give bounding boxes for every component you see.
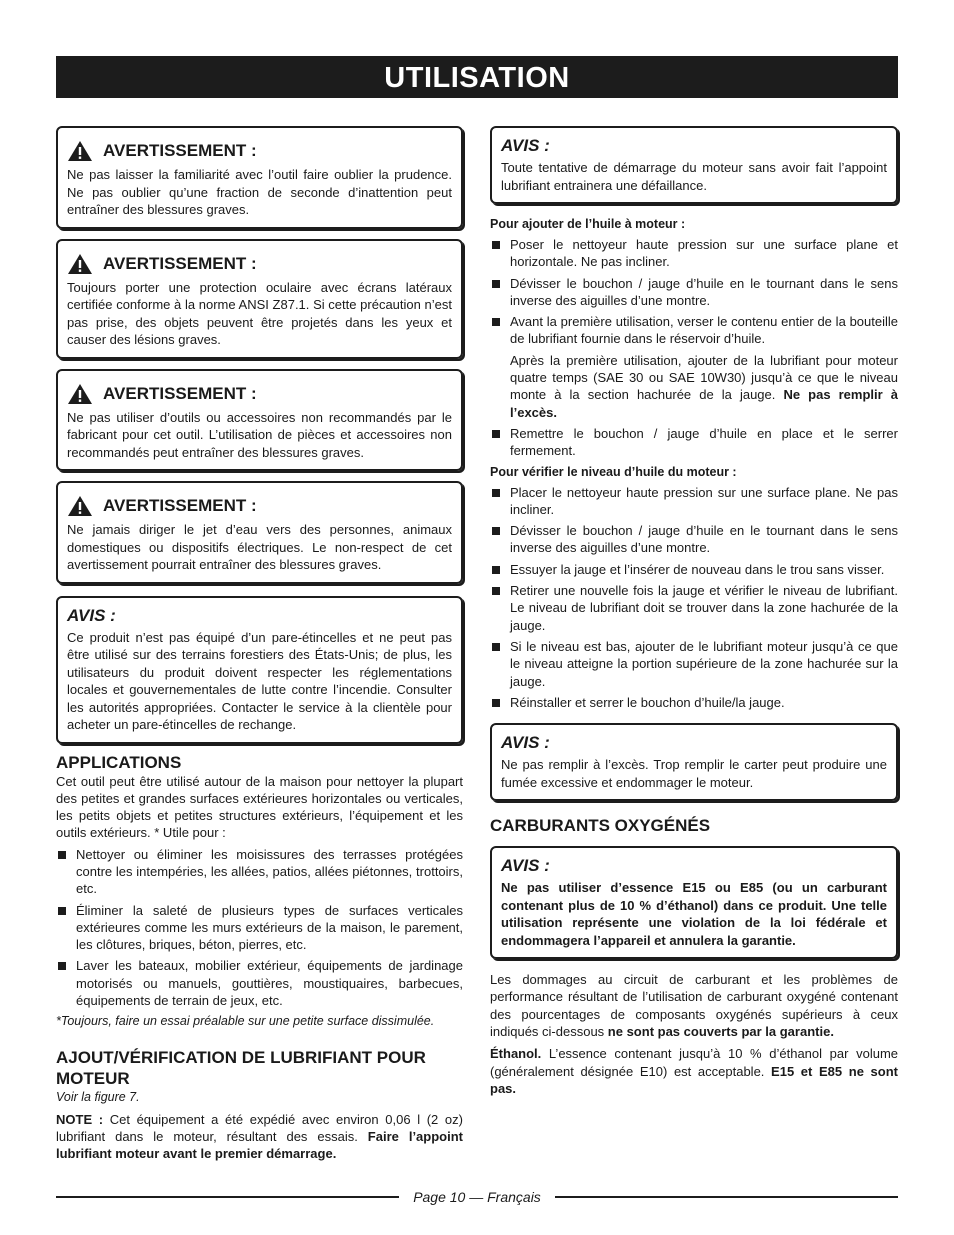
warning-triangle-icon (67, 383, 93, 405)
avis-heading: AVIS : (501, 856, 550, 876)
footer-rule-left (56, 1196, 399, 1198)
list-item: Nettoyer ou éliminer les moisissures des terrasses protégées contre les intempéries, les allées, patios, allées piétonnes, trottoirs, etc. (56, 846, 463, 898)
warning-heading: AVERTISSEMENT : (103, 253, 257, 273)
applications-note: *Toujours, faire un essai préalable sur une petite surface dissimulée. (56, 1014, 435, 1029)
warning-box-4 (56, 481, 463, 584)
right-column (490, 126, 898, 1097)
lubricant-note: NOTE : Cet équipement a été expédié avec environ 0,06 l (2 oz) lubrifiant dans le moteur, résultant des essais. Faire l’appoint lubrifiant moteur avant le premier démarrage. (56, 1111, 463, 1162)
add-oil-heading: Pour ajouter de l’huile à moteur : (490, 217, 686, 231)
bullet-square-icon (492, 643, 500, 651)
avis-box-overfill (490, 723, 898, 801)
bullet-square-icon (492, 587, 500, 595)
list-item: Poser le nettoyeur haute pression sur une surface plane et horizontale. Ne pas incliner. (490, 236, 898, 271)
list-item: Placer le nettoyeur haute pression sur une surface plane. Ne pas incliner. (490, 484, 898, 519)
carburants-heading: CARBURANTS OXYGÉNÉS (490, 816, 711, 836)
warning-heading: AVERTISSEMENT : (103, 383, 257, 403)
avis-text: Ne pas remplir à l’excès. Trop remplir le carter peut produire une fumée excessive et endommager le moteur. (501, 757, 887, 790)
avis-box-ethanol (490, 846, 898, 959)
page-title: UTILISATION (56, 56, 898, 98)
avis-heading: AVIS : (501, 733, 550, 753)
lubricant-heading: AJOUT/VÉRIFICATION DE LUBRIFIANT POUR MOTEUR (56, 1047, 426, 1088)
list-item: Essuyer la jauge et l’insérer de nouveau dans le trou sans visser. (490, 561, 898, 578)
applications-intro: Cet outil peut être utilisé autour de la maison pour nettoyer la plupart des petites et grandes surfaces extérieures horizontales ou verticales, les petits objets et petites structures extérieurs, l’équipement et les outils extérieurs. * Utile pour : (56, 773, 463, 841)
warning-box-3 (56, 369, 463, 472)
warning-text: Ne pas laisser la familiarité avec l’outil faire oublier la prudence. Ne pas oublier qu’une fraction de seconde d’inattention peut entraîner des blessures graves. (67, 167, 452, 217)
list-item: Dévisser le bouchon / jauge d’huile en le tournant dans le sens inverse des aiguilles d’une montre. (490, 275, 898, 310)
applications-heading: APPLICATIONS (56, 752, 182, 772)
bullet-square-icon (492, 318, 500, 326)
avis-heading: AVIS : (501, 136, 550, 155)
warning-box-2 (56, 239, 463, 359)
warning-box-1 (56, 126, 463, 229)
warning-triangle-icon (67, 140, 93, 162)
page-number: Page 10 — Français (413, 1189, 541, 1205)
warning-heading: AVERTISSEMENT : (103, 141, 257, 160)
bullet-square-icon (492, 430, 500, 438)
after-first-use-text: Après la première utilisation, ajouter de la lubrifiant pour moteur quatre temps (SAE 30 ou SAE 10W30) jusqu’à ce que le niveau monte à la section hachurée de la jauge. Ne pas remplir à l’excès. (510, 352, 898, 420)
list-item: Avant la première utilisation, verser le contenu entier de la bouteille de lubrifiant fournie dans le réservoir d’huile. Après la première utilisation, ajouter de la lubrifiant pour moteur quatre temps (SAE 30 ou SAE 10W30) jusqu’à ce que le niveau monte à la section hachurée de la jauge. Ne pas remplir à l’excès. (490, 313, 898, 421)
list-item: Retirer une nouvelle fois la jauge et vérifier le niveau de lubrifiant. Le niveau de lubrifiant doit se trouver dans la zone hachurée de la jauge. (490, 582, 898, 634)
avis-box-start (490, 126, 898, 204)
bullet-square-icon (492, 241, 500, 249)
oxygenated-fuel-paragraph: Les dommages au circuit de carburant et les problèmes de performance résultant de l’utilisation de carburant oxygéné contenant des pourcentages de composants oxygénés supérieurs à ceux indiqués ci-dessous ne sont pas couverts par la garantie. (490, 972, 898, 1040)
bullet-square-icon (492, 489, 500, 497)
warning-text: Ne pas utiliser d’outils ou accessoires non recommandés par le fabricant pour cet outil. L’utilisation de pièces et accessoires non recommandés peut entraîner des blessures graves. (67, 409, 452, 460)
list-item: Si le niveau est bas, ajouter de le lubrifiant moteur jusqu’à ce que le niveau atteigne la portion supérieure de la zone hachurée sur la jauge. (490, 638, 898, 690)
warning-triangle-icon (67, 495, 93, 517)
bullet-square-icon (58, 907, 66, 915)
bullet-square-icon (492, 699, 500, 707)
footer-rule-right (555, 1196, 898, 1198)
warning-heading: AVERTISSEMENT : (103, 496, 257, 515)
list-item: Laver les bateaux, mobilier extérieur, équipements de jardinage motorisés ou manuels, gouttières, moustiquaires, barbecues, équipements de terrain de jeux, etc. (56, 957, 463, 1009)
figure-reference: Voir la figure 7. (56, 1089, 140, 1104)
list-item: Éliminer la saleté de plusieurs types de surfaces verticales extérieures comme les murs extérieurs de la maison, le parement, les clôtures, briques, béton, pierres, etc. (56, 902, 463, 954)
warning-text: Toujours porter une protection oculaire avec écrans latéraux certifiée conforme à la norme ANSI Z87.1. Si cette précaution n’est pas prise, des objets peuvent être projetés dans les yeux et causer des lésions graves. (67, 279, 452, 347)
bullet-square-icon (492, 566, 500, 574)
warning-text: Ne jamais diriger le jet d’eau vers des personnes, animaux domestiques ou dispositifs électriques. Le non-respect de cet avertissement pourrait entraîner des blessures graves. (67, 522, 452, 572)
avis-heading: AVIS : (67, 605, 116, 625)
add-oil-list (490, 236, 898, 460)
applications-list (56, 846, 463, 1010)
warning-triangle-icon (67, 253, 93, 275)
avis-text: Toute tentative de démarrage du moteur sans avoir fait l’appoint lubrifiant entrainera une défaillance. (501, 160, 887, 193)
avis-text: Ce produit n’est pas équipé d’un pare-étincelles et ne peut pas être utilisé sur des terrains forestiers des États-Unis; de plus, les utilisateurs du produit doivent respecter les réglementations locales et gouvernementales de lutte contre l’incendie. Consulter les autorités appropriées. Contacter le service à la clientèle pour acheter un pare-étincelles de rechange. (67, 629, 452, 732)
bullet-square-icon (492, 280, 500, 288)
page-footer (56, 1188, 898, 1206)
check-oil-list (490, 484, 898, 712)
avis-text: Ne pas utiliser d’essence E15 ou E85 (ou un carburant contenant plus de 10 % d’éthanol) dans ce produit. Une telle utilisation représente une violation de la loi fédérale et endommagera l’appareil et annulera la garantie. (501, 880, 887, 948)
check-oil-heading: Pour vérifier le niveau d’huile du moteur : (490, 464, 737, 479)
bullet-square-icon (492, 527, 500, 535)
bullet-square-icon (58, 851, 66, 859)
avis-box-spark-arrestor (56, 596, 463, 744)
ethanol-paragraph: Éthanol. L’essence contenant jusqu’à 10 % d’éthanol par volume (généralement désignée E10) est acceptable. E15 et E85 ne sont pas. (490, 1046, 898, 1096)
left-column (56, 126, 463, 1163)
list-item: Réinstaller et serrer le bouchon d’huile/la jauge. (490, 694, 898, 711)
list-item: Remettre le bouchon / jauge d’huile en place et le serrer fermement. (490, 425, 898, 460)
bullet-square-icon (58, 962, 66, 970)
list-item: Dévisser le bouchon / jauge d’huile en le tournant dans le sens inverse des aiguilles d’une montre. (490, 522, 898, 557)
